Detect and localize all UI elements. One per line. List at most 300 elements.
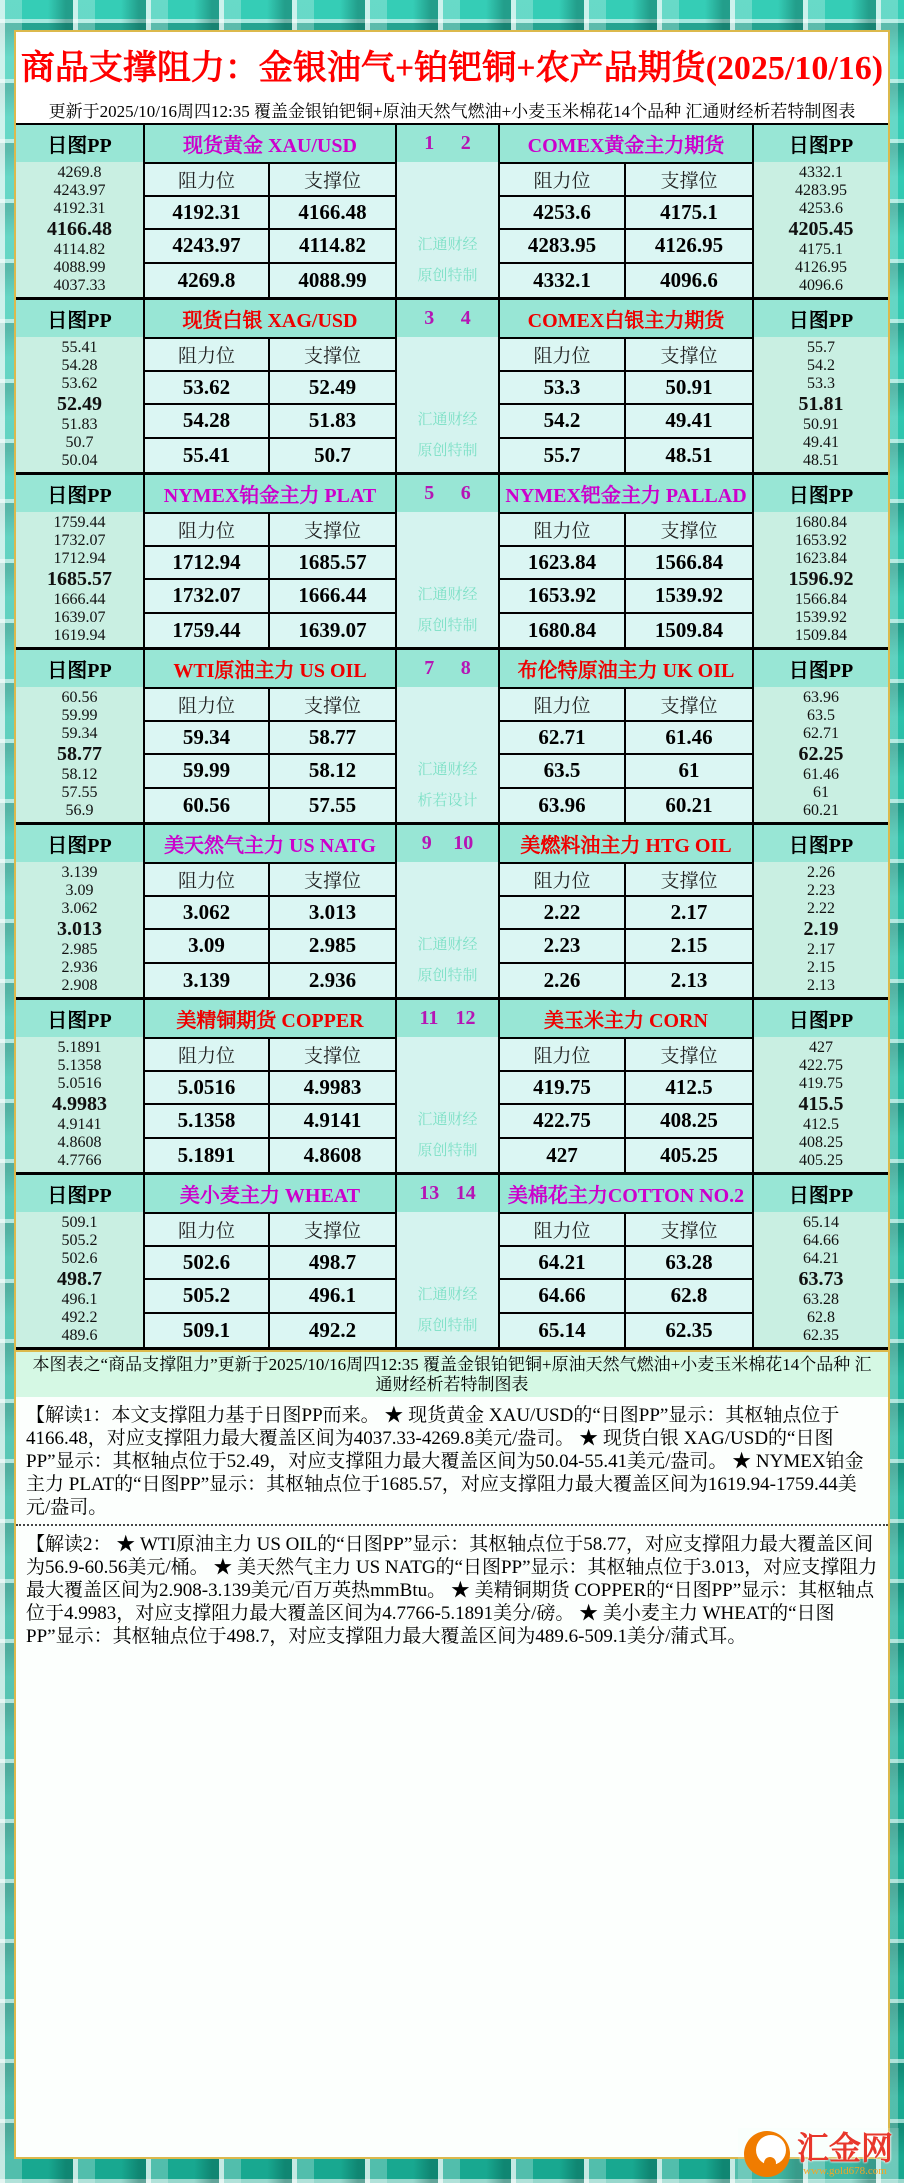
support-header: 支撑位 bbox=[626, 1214, 752, 1247]
brand-name: 汇金网 bbox=[796, 2130, 893, 2166]
middle-column bbox=[395, 512, 498, 647]
left-table bbox=[143, 862, 395, 997]
pp-value: 427 bbox=[809, 1039, 833, 1056]
resistance-cell: 53.3 bbox=[500, 372, 626, 405]
support-cell: 3.013 bbox=[270, 897, 395, 930]
right-product-name: 美玉米主力 CORN bbox=[498, 1000, 752, 1037]
resistance-cell: 4269.8 bbox=[145, 264, 270, 297]
support-cell: 1566.84 bbox=[626, 547, 752, 580]
right-table bbox=[498, 1212, 752, 1347]
pp-value: 64.21 bbox=[803, 1250, 839, 1267]
resistance-cell: 64.66 bbox=[500, 1280, 626, 1313]
resistance-cell: 5.0516 bbox=[145, 1072, 270, 1105]
pair-number-left: 5 bbox=[424, 482, 435, 504]
pp-value: 57.55 bbox=[61, 784, 98, 801]
pp-value: 4.8608 bbox=[57, 1134, 102, 1151]
pp-value: 53.62 bbox=[61, 375, 98, 392]
support-cell: 62.8 bbox=[626, 1280, 752, 1313]
right-table bbox=[498, 337, 752, 472]
support-cell: 60.21 bbox=[665, 792, 713, 817]
pp-value: 4192.31 bbox=[53, 200, 106, 217]
left-product-name: 美精铜期货 COPPER bbox=[143, 1000, 395, 1037]
pp-header-left: 日图PP bbox=[16, 650, 143, 687]
pp-value: 50.04 bbox=[61, 452, 98, 469]
pair-number-left: 1 bbox=[424, 132, 435, 154]
left-table bbox=[143, 1212, 395, 1347]
pp-pivot-value: 4.9983 bbox=[52, 1093, 107, 1115]
pp-header-left: 日图PP bbox=[16, 300, 143, 337]
pair-number-left: 9 bbox=[421, 832, 432, 854]
pp-pivot-value: 52.49 bbox=[57, 393, 102, 415]
pp-value: 3.062 bbox=[61, 900, 98, 917]
resistance-cell: 419.75 bbox=[500, 1072, 626, 1105]
pp-value: 59.99 bbox=[61, 707, 98, 724]
pp-value: 4.7766 bbox=[57, 1152, 102, 1169]
pair-number-right: 14 bbox=[455, 1182, 476, 1204]
resistance-header: 阻力位 bbox=[500, 864, 626, 897]
resistance-cell: 53.62 bbox=[145, 372, 270, 405]
commodity-block bbox=[16, 125, 888, 300]
support-cell: 58.12 bbox=[270, 755, 395, 788]
brand-watermark bbox=[738, 2128, 899, 2180]
watermark-line: 原创特制 bbox=[417, 268, 478, 284]
pair-numbers bbox=[395, 650, 498, 687]
pp-column-right bbox=[752, 1037, 888, 1172]
pair-numbers bbox=[395, 475, 498, 512]
pp-value: 505.2 bbox=[61, 1232, 98, 1249]
support-cell: 52.49 bbox=[270, 372, 395, 405]
support-cell: 2.13 bbox=[670, 967, 708, 992]
pp-value: 1639.07 bbox=[53, 609, 106, 626]
pp-pivot-value: 63.73 bbox=[798, 1268, 844, 1290]
pp-pivot-value: 1685.57 bbox=[47, 568, 112, 590]
resistance-cell: 55.41 bbox=[145, 439, 270, 472]
pp-value: 58.12 bbox=[61, 766, 98, 783]
pp-value: 64.66 bbox=[803, 1232, 839, 1249]
left-product-name: 现货白银 XAG/USD bbox=[143, 300, 395, 337]
support-header: 支撑位 bbox=[270, 514, 395, 547]
watermark-line: 原创特制 bbox=[417, 443, 478, 459]
pp-value: 5.1891 bbox=[57, 1039, 102, 1056]
pp-value: 60.56 bbox=[61, 689, 98, 706]
pp-value: 5.1358 bbox=[57, 1057, 102, 1074]
pp-value: 61.46 bbox=[803, 766, 839, 783]
pp-value: 1732.07 bbox=[53, 532, 106, 549]
support-cell: 1685.57 bbox=[270, 547, 395, 580]
middle-column bbox=[395, 862, 498, 997]
watermark-line: 原创特制 bbox=[417, 1143, 478, 1159]
brand-url: www.gold678.com bbox=[803, 2165, 887, 2177]
pp-value: 4126.95 bbox=[795, 259, 847, 276]
watermark-line: 汇通财经 bbox=[417, 587, 478, 603]
support-cell: 4.9983 bbox=[270, 1072, 395, 1105]
resistance-header: 阻力位 bbox=[500, 1214, 626, 1247]
pp-value: 2.15 bbox=[807, 959, 835, 976]
commodity-block bbox=[16, 475, 888, 650]
pair-number-right: 4 bbox=[460, 307, 471, 329]
middle-column bbox=[395, 337, 498, 472]
right-product-name: COMEX白银主力期货 bbox=[498, 300, 752, 337]
support-cell: 50.7 bbox=[314, 442, 351, 467]
pp-value: 2.26 bbox=[807, 864, 835, 881]
pp-value: 2.908 bbox=[61, 977, 98, 994]
watermark-line: 汇通财经 bbox=[417, 1112, 478, 1128]
pp-header-left: 日图PP bbox=[16, 825, 143, 862]
resistance-cell: 1653.92 bbox=[500, 580, 626, 613]
pp-value: 489.6 bbox=[61, 1327, 98, 1344]
pp-value: 49.41 bbox=[803, 434, 839, 451]
watermark-line: 析若设计 bbox=[417, 793, 478, 809]
resistance-cell: 54.28 bbox=[145, 405, 270, 438]
support-cell: 1666.44 bbox=[270, 580, 395, 613]
support-header: 支撑位 bbox=[270, 164, 395, 197]
pp-value: 509.1 bbox=[61, 1214, 98, 1231]
pp-value: 1759.44 bbox=[53, 514, 106, 531]
pp-value: 55.7 bbox=[807, 339, 835, 356]
commodity-block bbox=[16, 825, 888, 1000]
pp-value: 55.41 bbox=[61, 339, 98, 356]
pp-value: 1509.84 bbox=[795, 627, 847, 644]
resistance-cell: 65.14 bbox=[500, 1314, 626, 1347]
pp-column-left bbox=[16, 162, 143, 297]
resistance-header: 阻力位 bbox=[145, 514, 270, 547]
pair-numbers bbox=[395, 300, 498, 337]
support-cell: 4166.48 bbox=[270, 197, 395, 230]
resistance-cell: 427 bbox=[500, 1139, 626, 1172]
middle-column bbox=[395, 1212, 498, 1347]
resistance-cell: 5.1358 bbox=[145, 1105, 270, 1138]
resistance-cell: 422.75 bbox=[500, 1105, 626, 1138]
support-cell: 63.28 bbox=[626, 1247, 752, 1280]
support-cell: 2.936 bbox=[308, 967, 357, 992]
pp-pivot-value: 2.19 bbox=[803, 918, 839, 940]
pp-column-left bbox=[16, 862, 143, 997]
left-table bbox=[143, 162, 395, 297]
resistance-cell: 2.23 bbox=[500, 930, 626, 963]
pp-value: 2.13 bbox=[807, 977, 835, 994]
support-cell: 4088.99 bbox=[298, 267, 367, 292]
support-header: 支撑位 bbox=[626, 514, 752, 547]
pp-value: 2.17 bbox=[807, 941, 835, 958]
support-cell: 51.83 bbox=[270, 405, 395, 438]
middle-column bbox=[395, 162, 498, 297]
pp-value: 2.985 bbox=[61, 941, 98, 958]
right-product-name: 美燃料油主力 HTG OIL bbox=[498, 825, 752, 862]
right-table bbox=[498, 512, 752, 647]
pair-number-left: 3 bbox=[424, 307, 435, 329]
support-cell: 4096.6 bbox=[660, 267, 718, 292]
watermark-line: 汇通财经 bbox=[417, 237, 478, 253]
right-table bbox=[498, 162, 752, 297]
support-header: 支撑位 bbox=[626, 689, 752, 722]
resistance-header: 阻力位 bbox=[145, 1039, 270, 1072]
pp-value: 4283.95 bbox=[795, 182, 847, 199]
brand-text bbox=[797, 2131, 893, 2177]
pp-value: 56.9 bbox=[65, 802, 94, 819]
support-cell: 2.15 bbox=[626, 930, 752, 963]
resistance-cell: 509.1 bbox=[145, 1314, 270, 1347]
support-cell: 48.51 bbox=[665, 442, 713, 467]
support-cell: 405.25 bbox=[660, 1142, 718, 1167]
commodity-block bbox=[16, 300, 888, 475]
pp-value: 1653.92 bbox=[795, 532, 847, 549]
resistance-header: 阻力位 bbox=[500, 164, 626, 197]
watermark-line: 汇通财经 bbox=[417, 412, 478, 428]
pp-pivot-value: 4205.45 bbox=[788, 218, 854, 240]
analysis-1: 【解读1：本文支撑阻力基于日图PP而来。 ★ 现货黄金 XAU/USD的“日图PP”显示：其枢轴点位于4166.48，对应支撑阻力最大覆盖区间为4037.33-4269.8美元/盎司。 ★ 现货白银 XAG/USD的“日图PP”显示：其枢轴点位于52.49，对应支撑阻力最大覆盖区间为50.04-55.41美元/盎司。 ★ NYMEX铂金主力 PLAT的“日图PP”显示：其枢轴点位于1685.57，对应支撑阻力最大覆盖区间为1619.94-1759.44美元/盎司。 bbox=[16, 1397, 888, 1526]
pp-pivot-value: 51.81 bbox=[798, 393, 844, 415]
support-header: 支撑位 bbox=[626, 339, 752, 372]
resistance-cell: 502.6 bbox=[145, 1247, 270, 1280]
pp-value: 1712.94 bbox=[53, 550, 106, 567]
support-cell: 498.7 bbox=[270, 1247, 395, 1280]
pp-value: 61 bbox=[813, 784, 829, 801]
resistance-cell: 3.062 bbox=[145, 897, 270, 930]
brand-circle-icon bbox=[744, 2131, 790, 2177]
right-table bbox=[498, 1037, 752, 1172]
pp-pivot-value: 62.25 bbox=[798, 743, 844, 765]
watermark-line: 原创特制 bbox=[417, 968, 478, 984]
resistance-cell: 60.56 bbox=[145, 789, 270, 822]
support-header: 支撑位 bbox=[270, 689, 395, 722]
pp-header-right: 日图PP bbox=[752, 300, 888, 337]
support-cell: 2.17 bbox=[626, 897, 752, 930]
resistance-cell: 59.34 bbox=[145, 722, 270, 755]
middle-column bbox=[395, 1037, 498, 1172]
pp-header-left: 日图PP bbox=[16, 1000, 143, 1037]
pp-pivot-value: 415.5 bbox=[798, 1093, 844, 1115]
resistance-header: 阻力位 bbox=[500, 339, 626, 372]
support-cell: 412.5 bbox=[626, 1072, 752, 1105]
pp-value: 63.5 bbox=[807, 707, 835, 724]
analysis-2: 【解读2： ★ WTI原油主力 US OIL的“日图PP”显示：其枢轴点位于58.77，对应支撑阻力最大覆盖区间为56.9-60.56美元/桶。 ★ 美天然气主力 US NATG的“日图PP”显示：其枢轴点位于3.013，对应支撑阻力最大覆盖区间为2.908-3.139美元/百万英热mmBtu。 ★ 美精铜期货 COPPER的“日图PP”显示：其枢轴点位于4.9983，对应支撑阻力最大覆盖区间为4.7766-5.1891美分/磅。 ★ 美小麦主力 WHEAT的“日图PP”显示：其枢轴点位于498.7，对应支撑阻力最大覆盖区间为489.6-509.1美分/蒲式耳。 bbox=[16, 1526, 888, 2157]
support-cell: 4126.95 bbox=[626, 230, 752, 263]
pair-number-left: 13 bbox=[419, 1182, 440, 1204]
support-header: 支撑位 bbox=[270, 864, 395, 897]
watermark-line: 汇通财经 bbox=[417, 762, 478, 778]
left-table bbox=[143, 512, 395, 647]
pp-value: 3.139 bbox=[61, 864, 98, 881]
pp-column-right bbox=[752, 512, 888, 647]
resistance-header: 阻力位 bbox=[500, 1039, 626, 1072]
support-header: 支撑位 bbox=[270, 1214, 395, 1247]
pp-value: 4096.6 bbox=[799, 277, 843, 294]
resistance-cell: 54.2 bbox=[500, 405, 626, 438]
pair-number-right: 6 bbox=[460, 482, 471, 504]
pp-value: 492.2 bbox=[61, 1309, 98, 1326]
pair-numbers bbox=[395, 1000, 498, 1037]
pp-column-right bbox=[752, 337, 888, 472]
left-product-name: 美小麦主力 WHEAT bbox=[143, 1175, 395, 1212]
left-table bbox=[143, 1037, 395, 1172]
update-subtitle: 更新于2025/10/16周四12:35 覆盖金银铂钯铜+原油天然气燃油+小麦玉米棉花14个品种 汇通财经析若特制图表 bbox=[16, 96, 888, 125]
resistance-cell: 63.5 bbox=[500, 755, 626, 788]
resistance-cell: 4243.97 bbox=[145, 230, 270, 263]
pair-numbers bbox=[395, 1175, 498, 1212]
support-cell: 62.35 bbox=[665, 1317, 713, 1342]
watermark-line: 汇通财经 bbox=[417, 937, 478, 953]
resistance-header: 阻力位 bbox=[145, 864, 270, 897]
pp-value: 1680.84 bbox=[795, 514, 847, 531]
pp-value: 62.8 bbox=[807, 1309, 835, 1326]
left-product-name: 美天然气主力 US NATG bbox=[143, 825, 395, 862]
resistance-header: 阻力位 bbox=[145, 689, 270, 722]
pp-value: 4269.8 bbox=[57, 164, 102, 181]
support-cell: 4.8608 bbox=[303, 1142, 362, 1167]
content-panel bbox=[14, 30, 890, 2159]
watermark-line: 原创特制 bbox=[417, 618, 478, 634]
resistance-cell: 1623.84 bbox=[500, 547, 626, 580]
left-table bbox=[143, 687, 395, 822]
support-cell: 4.9141 bbox=[270, 1105, 395, 1138]
pp-value: 54.28 bbox=[61, 357, 98, 374]
support-cell: 61.46 bbox=[626, 722, 752, 755]
support-cell: 496.1 bbox=[270, 1280, 395, 1313]
resistance-cell: 4253.6 bbox=[500, 197, 626, 230]
pp-value: 4088.99 bbox=[53, 259, 106, 276]
right-product-name: 美棉花主力COTTON NO.2 bbox=[498, 1175, 752, 1212]
middle-column bbox=[395, 687, 498, 822]
resistance-cell: 62.71 bbox=[500, 722, 626, 755]
right-product-name: COMEX黄金主力期货 bbox=[498, 125, 752, 162]
pp-value: 50.7 bbox=[65, 434, 94, 451]
support-cell: 1539.92 bbox=[626, 580, 752, 613]
pair-number-right: 8 bbox=[460, 657, 471, 679]
right-table bbox=[498, 687, 752, 822]
pp-value: 405.25 bbox=[799, 1152, 843, 1169]
pp-value: 422.75 bbox=[799, 1057, 843, 1074]
pp-header-right: 日图PP bbox=[752, 125, 888, 162]
pair-numbers bbox=[395, 825, 498, 862]
pp-column-right bbox=[752, 1212, 888, 1347]
pp-column-right bbox=[752, 162, 888, 297]
resistance-header: 阻力位 bbox=[500, 514, 626, 547]
resistance-cell: 2.26 bbox=[500, 964, 626, 997]
commodity-block bbox=[16, 1000, 888, 1175]
pp-column-left bbox=[16, 1037, 143, 1172]
left-product-name: NYMEX铂金主力 PLAT bbox=[143, 475, 395, 512]
support-cell: 4114.82 bbox=[270, 230, 395, 263]
support-cell: 50.91 bbox=[626, 372, 752, 405]
pp-value: 60.21 bbox=[803, 802, 839, 819]
blocks bbox=[16, 125, 888, 1350]
pp-value: 1539.92 bbox=[795, 609, 847, 626]
support-header: 支撑位 bbox=[626, 1039, 752, 1072]
pp-header-right: 日图PP bbox=[752, 475, 888, 512]
support-header: 支撑位 bbox=[270, 339, 395, 372]
pp-value: 62.71 bbox=[803, 725, 839, 742]
pp-value: 4175.1 bbox=[799, 241, 843, 258]
pair-number-left: 7 bbox=[424, 657, 435, 679]
pp-value: 62.35 bbox=[803, 1327, 839, 1344]
pp-value: 2.936 bbox=[61, 959, 98, 976]
watermark-line: 原创特制 bbox=[417, 1318, 478, 1334]
pp-value: 3.09 bbox=[65, 882, 94, 899]
pp-value: 5.0516 bbox=[57, 1075, 102, 1092]
pp-value: 59.34 bbox=[61, 725, 98, 742]
resistance-header: 阻力位 bbox=[145, 339, 270, 372]
pp-header-right: 日图PP bbox=[752, 825, 888, 862]
pair-number-right: 12 bbox=[455, 1007, 476, 1029]
support-cell: 1509.84 bbox=[654, 617, 724, 642]
pp-column-left bbox=[16, 1212, 143, 1347]
pp-value: 4243.97 bbox=[53, 182, 106, 199]
pair-number-left: 11 bbox=[419, 1007, 439, 1029]
pp-pivot-value: 1596.92 bbox=[788, 568, 854, 590]
pp-value: 2.23 bbox=[807, 882, 835, 899]
resistance-cell: 1680.84 bbox=[500, 614, 626, 647]
right-product-name: NYMEX钯金主力 PALLAD bbox=[498, 475, 752, 512]
support-cell: 61 bbox=[626, 755, 752, 788]
pp-column-left bbox=[16, 512, 143, 647]
resistance-cell: 2.22 bbox=[500, 897, 626, 930]
pp-value: 54.2 bbox=[807, 357, 835, 374]
resistance-cell: 1712.94 bbox=[145, 547, 270, 580]
resistance-cell: 63.96 bbox=[500, 789, 626, 822]
pp-value: 1566.84 bbox=[795, 591, 847, 608]
pp-column-left bbox=[16, 687, 143, 822]
resistance-header: 阻力位 bbox=[145, 164, 270, 197]
pp-value: 51.83 bbox=[61, 416, 98, 433]
pp-header-left: 日图PP bbox=[16, 475, 143, 512]
commodity-block bbox=[16, 1175, 888, 1350]
pp-value: 1619.94 bbox=[53, 627, 106, 644]
pp-header-right: 日图PP bbox=[752, 1000, 888, 1037]
resistance-header: 阻力位 bbox=[145, 1214, 270, 1247]
pp-value: 63.28 bbox=[803, 1291, 839, 1308]
support-header: 支撑位 bbox=[626, 864, 752, 897]
resistance-cell: 1732.07 bbox=[145, 580, 270, 613]
support-cell: 57.55 bbox=[308, 792, 357, 817]
pp-value: 502.6 bbox=[61, 1250, 98, 1267]
support-cell: 49.41 bbox=[626, 405, 752, 438]
pp-value: 1666.44 bbox=[53, 591, 106, 608]
pp-value: 4.9141 bbox=[57, 1116, 102, 1133]
pp-column-left bbox=[16, 337, 143, 472]
right-product-name: 布伦特原油主力 UK OIL bbox=[498, 650, 752, 687]
left-product-name: WTI原油主力 US OIL bbox=[143, 650, 395, 687]
pp-pivot-value: 4166.48 bbox=[47, 218, 112, 240]
pair-numbers bbox=[395, 125, 498, 162]
resistance-cell: 3.09 bbox=[145, 930, 270, 963]
pp-header-left: 日图PP bbox=[16, 125, 143, 162]
pp-value: 408.25 bbox=[799, 1134, 843, 1151]
pp-header-right: 日图PP bbox=[752, 650, 888, 687]
left-product-name: 现货黄金 XAU/USD bbox=[143, 125, 395, 162]
watermark-line: 汇通财经 bbox=[417, 1287, 478, 1303]
pp-value: 4332.1 bbox=[799, 164, 843, 181]
pp-value: 50.91 bbox=[803, 416, 839, 433]
support-cell: 58.77 bbox=[270, 722, 395, 755]
pp-pivot-value: 58.77 bbox=[57, 743, 102, 765]
pp-header-left: 日图PP bbox=[16, 1175, 143, 1212]
pair-number-right: 2 bbox=[460, 132, 471, 154]
commodity-block bbox=[16, 650, 888, 825]
pp-column-right bbox=[752, 862, 888, 997]
page-title: 商品支撑阻力：金银油气+铂钯铜+农产品期货(2025/10/16) bbox=[20, 49, 884, 87]
resistance-cell: 4192.31 bbox=[145, 197, 270, 230]
pp-value: 1623.84 bbox=[795, 550, 847, 567]
pp-header-right: 日图PP bbox=[752, 1175, 888, 1212]
support-cell: 408.25 bbox=[626, 1105, 752, 1138]
resistance-cell: 505.2 bbox=[145, 1280, 270, 1313]
support-header: 支撑位 bbox=[626, 164, 752, 197]
footer-note: 本图表之“商品支撑阻力”更新于2025/10/16周四12:35 覆盖金银铂钯铜+原油天然气燃油+小麦玉米棉花14个品种 汇通财经析若特制图表 bbox=[16, 1350, 888, 1397]
pp-value: 63.96 bbox=[803, 689, 839, 706]
pp-value: 65.14 bbox=[803, 1214, 839, 1231]
resistance-cell: 4283.95 bbox=[500, 230, 626, 263]
support-cell: 2.985 bbox=[270, 930, 395, 963]
